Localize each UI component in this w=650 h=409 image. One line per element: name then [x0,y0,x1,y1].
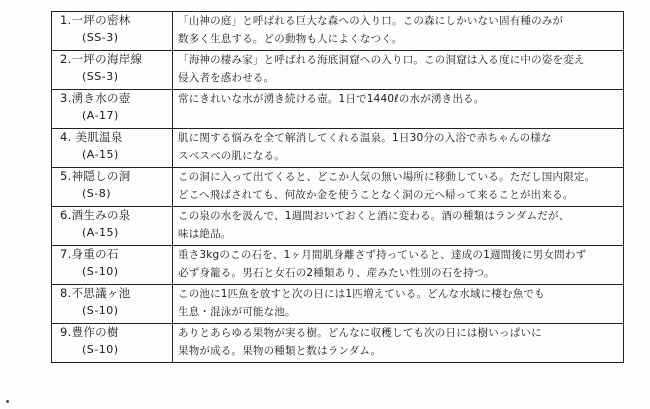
spot-code: (S-8) [82,187,112,200]
table-row [52,207,624,246]
spot-name: 3.湧き水の壺 [60,91,131,105]
table-row [52,12,624,51]
table-row [52,90,624,129]
table-row [52,168,624,207]
table-body [52,12,624,363]
spot-description-line: この泉の水を汲んで、1週間おいておくと酒に変わる。酒の種類はランダムだが、 [178,210,570,222]
spot-description-line: スベスベの肌になる。 [178,150,285,162]
spot-description-cell [173,207,624,246]
table-row [52,324,624,363]
spot-name-cell [52,246,173,285]
spot-description-line: 「海神の棲み家」と呼ばれる海底洞窟への入り口。この洞窟は入る度に中の姿を変え [178,54,585,66]
table-row [52,129,624,168]
spot-description-cell [173,324,624,363]
spot-name: 8.不思議ヶ池 [60,286,131,300]
spot-code: (S-10) [82,343,119,356]
spot-description-line: ありとあらゆる果物が実る樹。どんなに収穫しても次の日には樹いっぱいに [178,327,542,339]
spot-name-cell [52,129,173,168]
spot-description-line: 数多く生息する。どの動物も人によくなつく。 [178,33,403,45]
spot-description-line: 果物が成る。果物の種類と数はランダム。 [178,345,382,357]
spot-code: (SS-3) [82,31,119,44]
table-row [52,246,624,285]
spot-description-line: 必ず身籠る。男石と女石の2種類あり、産みたい性別の石を持つ。 [178,267,495,279]
spot-name-cell [52,207,173,246]
spot-description-line: 生息・混泳が可能な池。 [178,306,296,318]
spot-description-cell [173,168,624,207]
spot-description-line: 「山神の庭」と呼ばれる巨大な森への入り口。この森にしかいない固有種のみが [178,15,564,27]
spot-description-line: 重さ3kgのこの石を、1ヶ月間肌身離さず持っていると、達成の1週間後に男女問わず [178,249,587,261]
spot-description-line: 味は絶品。 [178,228,232,240]
spot-description-cell [173,246,624,285]
spot-code: (A-15) [82,148,119,161]
spot-code: (S-10) [82,265,119,278]
spot-description-line: 侵入者を惑わせる。 [178,72,275,84]
spot-description-line: どこへ飛ばされても、何故か金を使うことなく洞の元へ帰って来ることが出来る。 [178,189,574,201]
spot-name-cell [52,90,173,129]
spot-description-line: 常にきれいな水が湧き続ける壺。1日で1440ℓの水が湧き出る。 [178,93,485,105]
spot-description-cell [173,90,624,129]
spot-name-cell [52,285,173,324]
spot-name-cell [52,51,173,90]
margin-dot [6,400,9,403]
spot-name: 5.神隠しの洞 [60,169,131,183]
spot-name: 6.酒生みの泉 [60,208,131,222]
spot-name: 7.身重の石 [60,247,119,261]
spot-name-cell [52,168,173,207]
spot-code: (SS-3) [82,70,119,83]
spot-name: 2.一坪の海岸線 [60,52,143,66]
spot-name: 4. 美肌温泉 [60,130,123,144]
table-row [52,285,624,324]
spot-description-line: この洞に入って出てくると、どこか人気の無い場所に移動している。ただし国内限定。 [178,171,596,183]
spot-name: 1.一坪の密林 [60,13,131,27]
spot-description-line: 肌に関する悩みを全て解消してくれる温泉。1日30分の入浴で赤ちゃんの様な [178,132,552,144]
spot-description-cell [173,285,624,324]
spot-code: (A-17) [82,109,119,122]
spot-code: (A-15) [82,226,119,239]
spot-description-cell [173,129,624,168]
spot-name-cell [52,324,173,363]
spot-name-cell [52,12,173,51]
spot-code: (S-10) [82,304,119,317]
spot-description-cell [173,51,624,90]
table-row [52,51,624,90]
spot-description-cell [173,12,624,51]
designated-pocket-table [51,11,624,363]
spot-name: 9.豊作の樹 [60,325,119,339]
spot-description-line: この池に1匹魚を放すと次の日には1匹増えている。どんな水域に棲む魚でも [178,288,545,300]
